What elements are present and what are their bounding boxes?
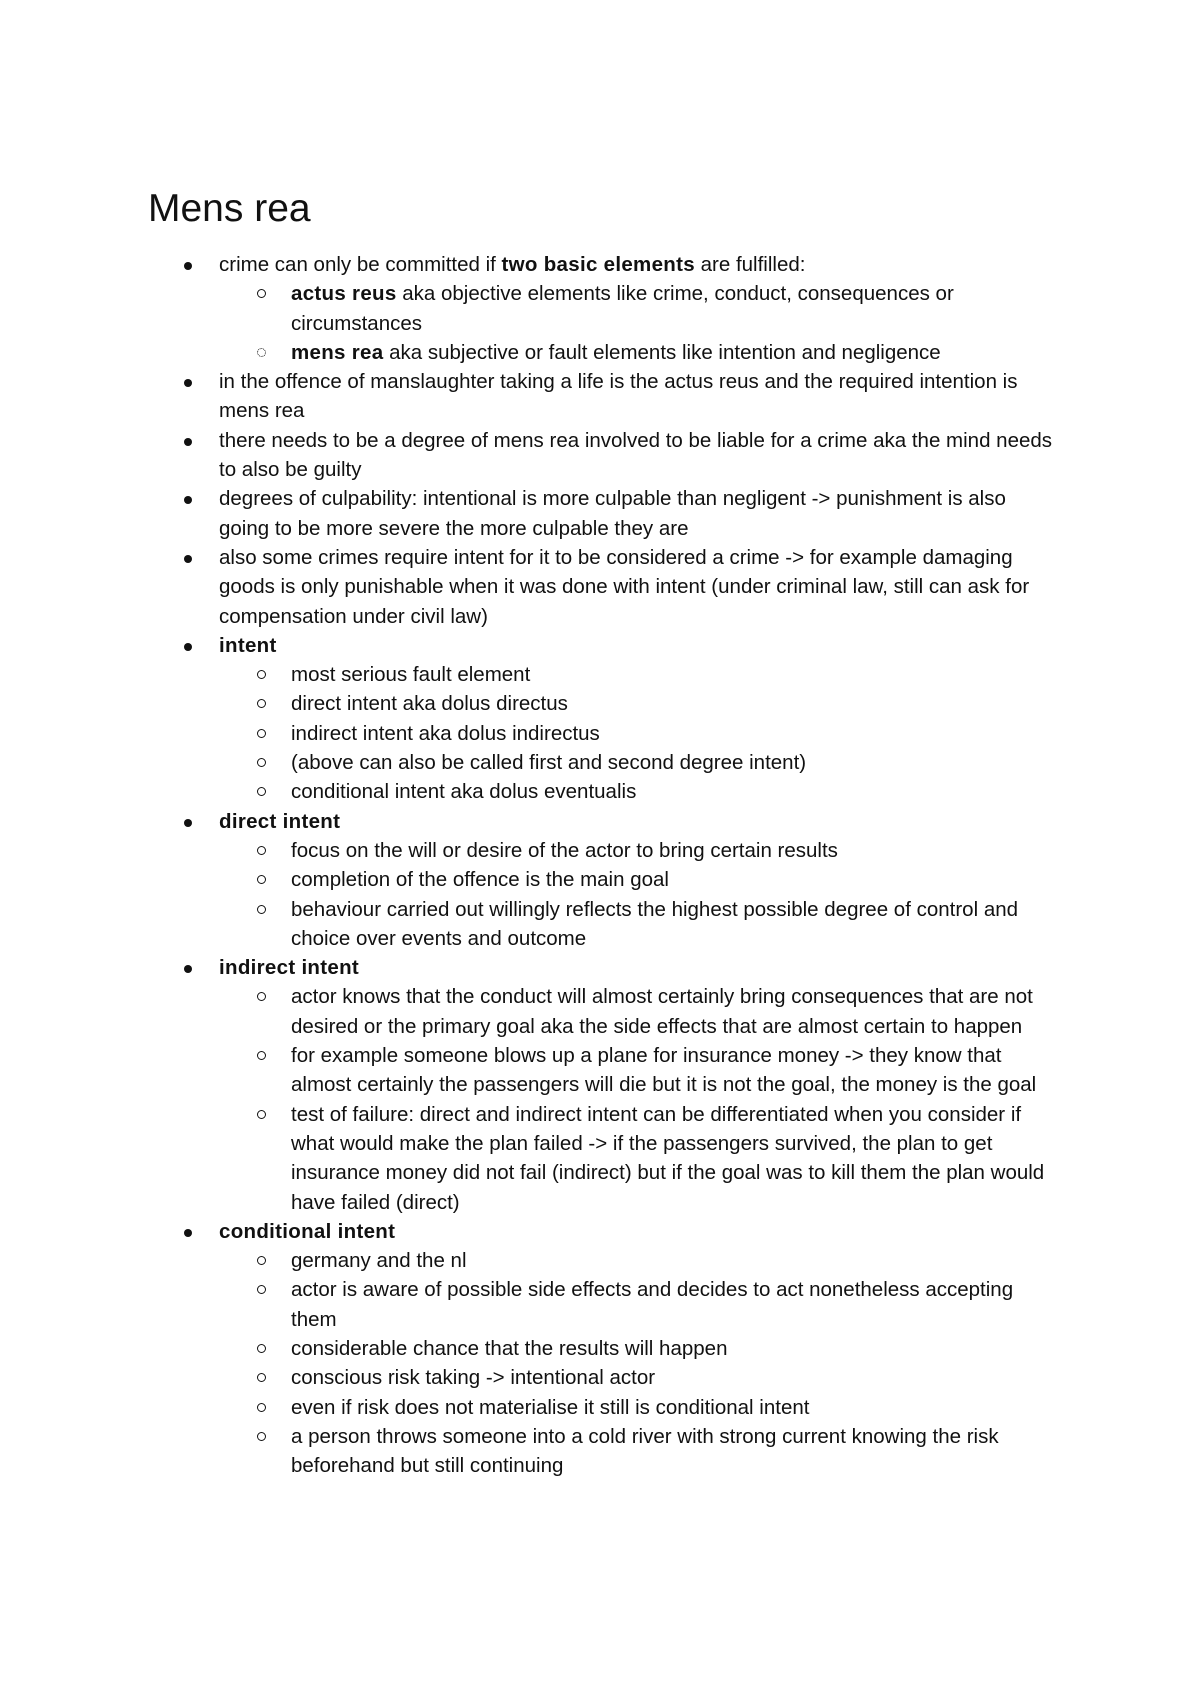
- sub-list-item: [291, 895, 1060, 954]
- sub-list-item-text: [291, 751, 806, 774]
- filled-bullet-icon: [184, 379, 192, 387]
- hollow-bullet-icon: [257, 289, 266, 298]
- text-segment: a person throws someone into a cold river with strong current knowing the risk beforehand but still continuing: [291, 1424, 999, 1478]
- sub-list-item: [291, 279, 1060, 338]
- text-segment: direct intent aka dolus directus: [291, 692, 568, 716]
- sub-list-item: [291, 1100, 1060, 1217]
- text-segment: degrees of culpability: intentional is more culpable than negligent -> punishment is also going to be more severe the more culpable they are: [219, 487, 1006, 540]
- sub-list-item-text: [291, 1396, 809, 1419]
- sub-list-item-text: [291, 898, 1018, 950]
- text-segment: actor knows that the conduct will almost certainly bring consequences that are not desired or the primary goal aka the side effects that are almost certain to happen: [291, 985, 1033, 1038]
- list-item-text: [219, 634, 277, 657]
- bold-text: direct intent: [219, 809, 341, 833]
- filled-bullet-icon: [184, 555, 192, 563]
- list-item: [0, 953, 1200, 1217]
- text-segment: even if risk does not materialise it still is conditional intent: [291, 1395, 810, 1419]
- page-title: Mens rea: [148, 187, 311, 230]
- sub-bullet-list: [219, 1246, 1060, 1480]
- list-item-text: [219, 546, 1029, 628]
- sub-list-item-text: [291, 1249, 467, 1272]
- hollow-bullet-icon: [257, 758, 266, 767]
- sub-list-item-text: [291, 1044, 1036, 1096]
- list-item: [0, 484, 1200, 543]
- sub-list-item-text: [291, 282, 954, 334]
- sub-list-item-text: [291, 839, 838, 862]
- text-segment: aka subjective or fault elements like intention and negligence: [383, 340, 941, 364]
- sub-list-item: [291, 1041, 1060, 1100]
- text-segment: there needs to be a degree of mens rea involved to be liable for a crime aka the mind needs to also be guilty: [219, 428, 1053, 482]
- sub-list-item: [291, 865, 1060, 894]
- hollow-bullet-icon: [257, 992, 266, 1001]
- text-segment: test of failure: direct and indirect intent can be differentiated when you consider if what would make the plan failed -> if the passengers survived, the plan to get insurance money did not fail (indirect) but if the goal was to kill them the plan would have failed (direct): [291, 1102, 1045, 1214]
- bullet-list: [0, 250, 1200, 1480]
- sub-list-item-text: [291, 692, 568, 715]
- list-item-text: [219, 487, 1006, 539]
- text-segment: for example someone blows up a plane for insurance money -> they know that almost certainly the passengers will die but it is not the goal, the money is the goal: [291, 1044, 1037, 1097]
- list-item: [0, 250, 1200, 367]
- text-segment: conditional intent aka dolus eventualis: [291, 780, 637, 804]
- sub-list-item: [291, 748, 1060, 777]
- list-item: [0, 426, 1200, 485]
- bold-text: actus reus: [291, 282, 397, 306]
- text-segment: (above can also be called first and second degree intent): [291, 751, 807, 775]
- sub-list-item-text: [291, 1337, 727, 1360]
- sub-list-item-text: [291, 341, 941, 364]
- sub-list-item: [291, 777, 1060, 806]
- sub-list-item-text: [291, 722, 600, 745]
- hollow-bullet-icon: [257, 787, 266, 796]
- text-segment: focus on the will or desire of the actor to bring certain results: [291, 838, 838, 862]
- list-item-text: [219, 810, 340, 833]
- bold-text: indirect intent: [219, 956, 360, 980]
- filled-bullet-icon: [184, 438, 192, 446]
- hollow-bullet-icon: [257, 875, 266, 884]
- sub-list-item: [291, 1393, 1060, 1422]
- sub-list-item: [291, 719, 1060, 748]
- bold-text: conditional intent: [219, 1219, 396, 1243]
- filled-bullet-icon: [184, 262, 192, 270]
- list-item-text: [219, 253, 805, 276]
- sub-list-item: [291, 982, 1060, 1041]
- hollow-bullet-icon: [257, 348, 266, 357]
- text-segment: behaviour carried out willingly reflects the highest possible degree of control and choice over events and outcome: [291, 897, 1019, 950]
- list-item-text: [219, 956, 359, 979]
- sub-list-item-text: [291, 1366, 655, 1389]
- hollow-bullet-icon: [257, 1403, 266, 1412]
- filled-bullet-icon: [184, 1229, 192, 1237]
- hollow-bullet-icon: [257, 699, 266, 708]
- hollow-bullet-icon: [257, 670, 266, 679]
- sub-list-item: [291, 689, 1060, 718]
- sub-bullet-list: [219, 982, 1060, 1216]
- hollow-bullet-icon: [257, 905, 266, 914]
- list-item-text: [219, 370, 1017, 422]
- sub-list-item: [291, 1422, 1060, 1481]
- filled-bullet-icon: [184, 965, 192, 973]
- sub-list-item-text: [291, 663, 530, 686]
- list-item: [0, 631, 1200, 807]
- hollow-bullet-icon: [257, 1051, 266, 1060]
- sub-list-item: [291, 660, 1060, 689]
- text-segment: completion of the offence is the main goal: [291, 868, 669, 892]
- hollow-bullet-icon: [257, 1285, 266, 1294]
- hollow-bullet-icon: [257, 1256, 266, 1265]
- filled-bullet-icon: [184, 496, 192, 504]
- sub-bullet-list: [219, 279, 1060, 367]
- hollow-bullet-icon: [257, 1344, 266, 1353]
- text-segment: also some crimes require intent for it to be considered a crime -> for example damaging goods is only punishable when it was done with intent (under criminal law, still can ask for compensation under civil law): [219, 545, 1030, 628]
- list-item: [0, 367, 1200, 426]
- sub-list-item-text: [291, 780, 636, 803]
- sub-list-item-text: [291, 1425, 999, 1477]
- text-segment: conscious risk taking -> intentional actor: [291, 1366, 656, 1390]
- text-segment: in the offence of manslaughter taking a life is the actus reus and the required intention is mens rea: [219, 370, 1018, 423]
- hollow-bullet-icon: [257, 1432, 266, 1441]
- sub-list-item: [291, 1246, 1060, 1275]
- hollow-bullet-icon: [257, 846, 266, 855]
- list-item-text: [219, 429, 1052, 481]
- text-segment: crime can only be committed if: [219, 253, 502, 276]
- filled-bullet-icon: [184, 819, 192, 827]
- text-segment: indirect intent aka dolus indirectus: [291, 721, 600, 745]
- sub-list-item-text: [291, 1278, 1013, 1330]
- sub-list-item: [291, 338, 1060, 367]
- hollow-bullet-icon: [257, 729, 266, 738]
- text-segment: germany and the nl: [291, 1249, 467, 1273]
- text-segment: most serious fault element: [291, 663, 531, 687]
- sub-list-item-text: [291, 868, 669, 891]
- bold-text: two basic elements: [501, 253, 695, 276]
- sub-list-item-text: [291, 1103, 1044, 1214]
- text-segment: aka objective elements like crime, conduct, consequences or circumstances: [291, 282, 954, 335]
- bold-text: intent: [219, 633, 277, 657]
- sub-list-item: [291, 1334, 1060, 1363]
- list-item-text: [219, 1220, 395, 1243]
- sub-bullet-list: [219, 660, 1060, 806]
- list-item: [0, 543, 1200, 631]
- filled-bullet-icon: [184, 643, 192, 651]
- text-segment: considerable chance that the results will happen: [291, 1336, 728, 1360]
- sub-list-item: [291, 836, 1060, 865]
- sub-bullet-list: [219, 836, 1060, 953]
- text-segment: actor is aware of possible side effects and decides to act nonetheless accepting them: [291, 1278, 1014, 1331]
- text-segment: are fulfilled:: [694, 253, 806, 276]
- list-item: [0, 1217, 1200, 1481]
- sub-list-item: [291, 1275, 1060, 1334]
- hollow-bullet-icon: [257, 1110, 266, 1119]
- bold-text: mens rea: [291, 340, 384, 364]
- list-item: [0, 807, 1200, 953]
- sub-list-item-text: [291, 985, 1033, 1037]
- sub-list-item: [291, 1363, 1060, 1392]
- hollow-bullet-icon: [257, 1373, 266, 1382]
